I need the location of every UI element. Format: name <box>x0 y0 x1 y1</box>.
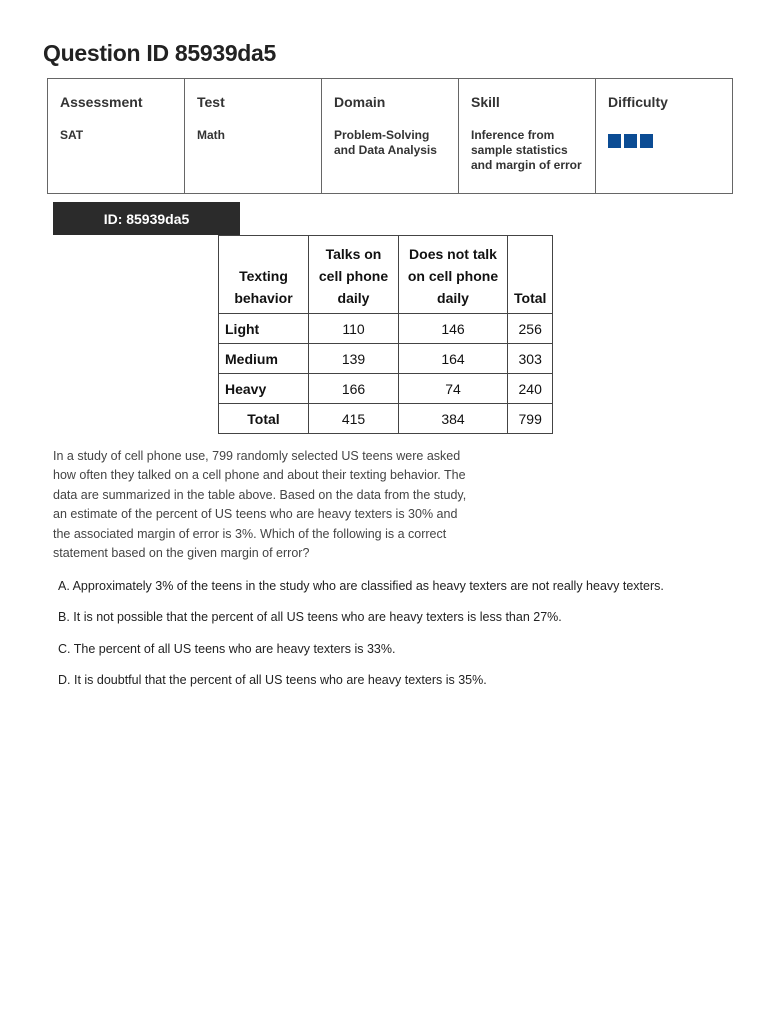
header-talks-line-2: cell phone <box>318 268 389 284</box>
table-cell: 146 <box>399 314 508 344</box>
skill-value-line-3: and margin of error <box>471 158 582 172</box>
header-texting-behavior-line-2: behavior <box>234 290 293 306</box>
test-cell <box>185 79 322 194</box>
assessment-value: SAT <box>60 128 84 142</box>
header-talks-line-3: daily <box>337 290 370 306</box>
table-cell: 240 <box>508 374 553 404</box>
prompt-line: data are summarized in the table above. Based on the data from the study, <box>53 487 467 502</box>
domain-value-line-2: and Data Analysis <box>334 143 437 157</box>
assessment-cell <box>48 79 185 194</box>
header-talks-line-1: Talks on <box>325 246 382 262</box>
test-value: Math <box>197 128 225 142</box>
header-total <box>508 236 553 314</box>
row-label-heavy: Heavy <box>219 374 309 404</box>
prompt-line: the associated margin of error is 3%. Which of the following is a correct <box>53 526 447 541</box>
table-row <box>219 404 553 434</box>
header-texting-behavior <box>219 236 309 314</box>
table-cell: 74 <box>399 374 508 404</box>
table-cell: 164 <box>399 344 508 374</box>
difficulty-bar <box>624 134 637 148</box>
table-cell: 415 <box>309 404 399 434</box>
skill-value-line-1: Inference from <box>471 128 555 142</box>
prompt-line: In a study of cell phone use, 799 randomly selected US teens were asked <box>53 449 461 463</box>
table-cell: 256 <box>508 314 553 344</box>
table-cell: 166 <box>309 374 399 404</box>
choice-b: B. It is not possible that the percent of all US teens who are heavy texters is less than 27%. <box>58 610 562 625</box>
header-not-talk-line-3: daily <box>437 290 469 306</box>
table-row <box>219 374 553 404</box>
skill-header: Skill <box>471 94 500 110</box>
texting-behavior-table <box>218 235 553 434</box>
header-talks-on-cell-phone-daily <box>309 236 399 314</box>
header-texting-behavior-line-1: Texting <box>239 268 288 284</box>
question-metadata-table <box>47 78 733 194</box>
table-cell: 303 <box>508 344 553 374</box>
table-cell: 799 <box>508 404 553 434</box>
test-header: Test <box>197 94 225 110</box>
table-row <box>219 344 553 374</box>
difficulty-cell <box>596 79 733 194</box>
domain-value-line-1: Problem-Solving <box>334 128 430 142</box>
table-cell: 110 <box>309 314 399 344</box>
domain-cell <box>322 79 459 194</box>
header-not-talk-line-2: on cell phone <box>407 268 499 284</box>
difficulty-bar <box>640 134 653 148</box>
header-not-talk-line-1: Does not talk <box>409 246 497 262</box>
row-label-total: Total <box>219 404 309 434</box>
question-prompt <box>53 447 493 563</box>
difficulty-bar <box>608 134 621 148</box>
assessment-header: Assessment <box>60 94 143 110</box>
choice-a: A. Approximately 3% of the teens in the study who are classified as heavy texters are not really heavy texters. <box>58 578 664 593</box>
difficulty-header: Difficulty <box>608 94 668 110</box>
difficulty-indicator <box>608 134 720 148</box>
prompt-line: an estimate of the percent of US teens who are heavy texters is 30% and <box>53 507 458 522</box>
answer-choices <box>58 570 758 696</box>
header-does-not-talk-daily <box>399 236 508 314</box>
prompt-line: statement based on the given margin of error? <box>53 546 310 561</box>
row-label-light: Light <box>219 314 309 344</box>
page-title: Question ID 85939da5 <box>43 40 277 66</box>
domain-header: Domain <box>334 94 386 110</box>
choice-d: D. It is doubtful that the percent of all US teens who are heavy texters is 35%. <box>58 673 487 688</box>
skill-cell <box>459 79 596 194</box>
table-row <box>219 314 553 344</box>
row-label-medium: Medium <box>219 344 309 374</box>
header-total-label: Total <box>514 290 547 306</box>
prompt-line: how often they talked on a cell phone and about their texting behavior. The <box>53 468 466 483</box>
question-id-banner: ID: 85939da5 <box>53 202 240 235</box>
choice-c: C. The percent of all US teens who are heavy texters is 33%. <box>58 641 396 656</box>
table-cell: 384 <box>399 404 508 434</box>
skill-value-line-2: sample statistics <box>471 143 568 157</box>
table-cell: 139 <box>309 344 399 374</box>
